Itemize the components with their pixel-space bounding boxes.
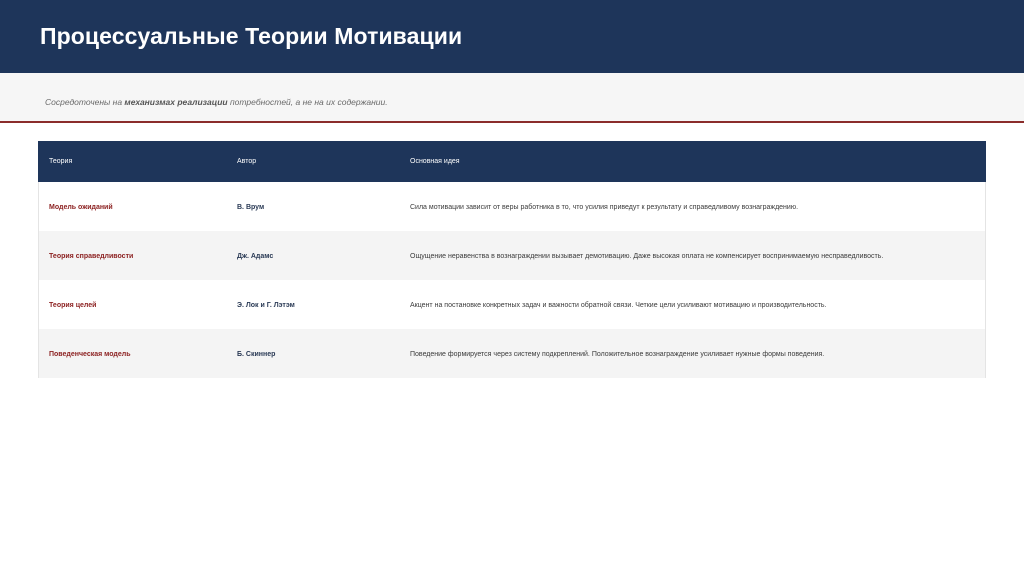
cell-theory: Теория справедливости <box>49 253 134 260</box>
table-row <box>39 280 985 329</box>
table-row <box>39 329 985 378</box>
cell-author: Дж. Адамс <box>237 253 274 260</box>
theories-table <box>38 141 986 378</box>
subtitle-after: потребностей, а не на их содержании. <box>227 97 388 107</box>
table-header <box>38 141 986 182</box>
cell-author: Б. Скиннер <box>237 351 276 358</box>
accent-divider <box>0 121 1024 123</box>
cell-author: В. Врум <box>237 204 265 211</box>
table-row <box>39 182 985 231</box>
cell-theory: Поведенческая модель <box>49 351 131 358</box>
subtitle-emphasis: механизмах реализации <box>124 97 228 107</box>
cell-idea: Акцент на постановке конкретных задач и важности обратной связи. Четкие цели усиливают мотивацию и производительность. <box>410 302 827 309</box>
subtitle-band <box>0 73 1024 121</box>
title-bar <box>0 0 1024 73</box>
cell-idea: Ощущение неравенства в вознаграждении вызывает демотивацию. Даже высокая оплата не компенсирует воспринимаемую несправедливость. <box>410 253 884 260</box>
page-title: Процессуальные Теории Мотивации <box>40 23 463 49</box>
cell-theory: Теория целей <box>49 302 97 309</box>
subtitle-text <box>45 97 388 107</box>
header-author: Автор <box>237 158 257 165</box>
subtitle-before: Сосредоточены на <box>45 97 125 107</box>
header-idea: Основная идея <box>410 158 460 165</box>
cell-idea: Поведение формируется через систему подкреплений. Положительное вознаграждение усиливает нужные формы поведения. <box>410 351 825 358</box>
table-row <box>39 231 985 280</box>
cell-idea: Сила мотивации зависит от веры работника в то, что усилия приведут к результату и справедливому вознаграждению. <box>410 204 799 211</box>
cell-theory: Модель ожиданий <box>49 204 113 211</box>
header-theory: Теория <box>49 158 73 165</box>
cell-author: Э. Лок и Г. Лэтэм <box>237 302 295 309</box>
